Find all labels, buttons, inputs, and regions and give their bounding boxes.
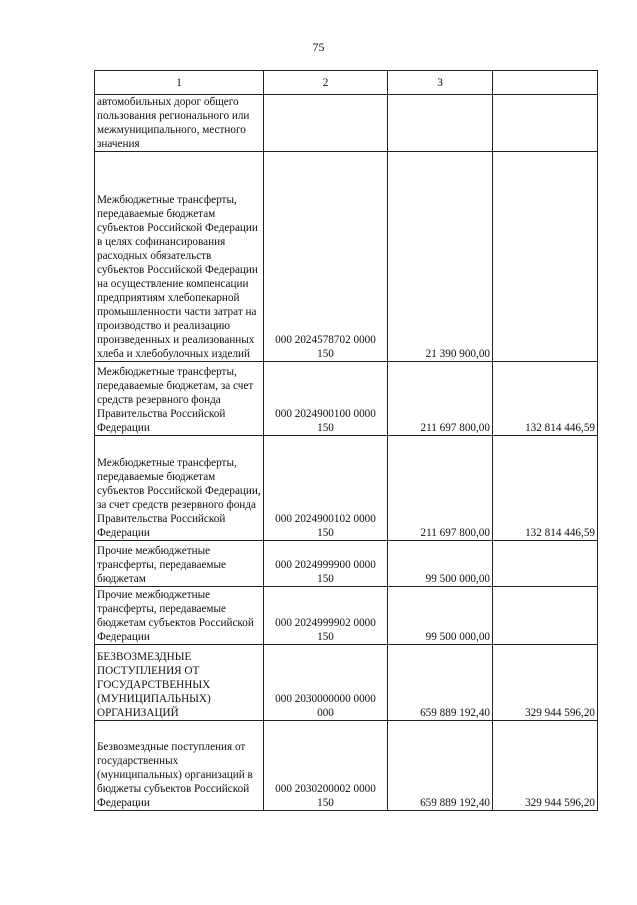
table-header-row: [95, 71, 598, 95]
row-code: 000 2024900102 0000 150: [264, 436, 388, 541]
row-code: 000 2024578702 0000 150: [264, 152, 388, 362]
row-name: Прочие межбюджетные трансферты, передаваемые бюджетам субъектов Российской Федерации: [95, 587, 264, 645]
row-name: Прочие межбюджетные трансферты, передаваемые бюджетам: [95, 541, 264, 587]
budget-table: [94, 70, 598, 811]
row-amount-col3: 99 500 000,00: [388, 587, 493, 645]
header-col-3: 3: [388, 71, 493, 95]
table-row: [95, 95, 598, 152]
table-row: [95, 721, 598, 811]
page-number: 75: [312, 40, 325, 54]
row-name: Межбюджетные трансферты, передаваемые бюджетам субъектов Российской Федерации, за счет средств резервного фонда Правительства Российской Федерации: [95, 436, 264, 541]
row-amount-col4: 132 814 446,59: [493, 436, 598, 541]
table-row: [95, 436, 598, 541]
row-code: 000 2024900100 0000 150: [264, 362, 388, 436]
header-col-1: 1: [95, 71, 264, 95]
row-amount-col4: [493, 541, 598, 587]
row-name: БЕЗВОЗМЕЗДНЫЕ ПОСТУПЛЕНИЯ ОТ ГОСУДАРСТВЕННЫХ (МУНИЦИПАЛЬНЫХ) ОРГАНИЗАЦИЙ: [95, 645, 264, 721]
row-amount-col3: [388, 95, 493, 152]
row-code: 000 2024999900 0000 150: [264, 541, 388, 587]
row-name: Межбюджетные трансферты, передаваемые бюджетам субъектов Российской Федерации в целях софинансирования расходных обязательств субъектов Российской Федерации на осуществление компенсации предприятиям хлебопекарной промышленности части затрат на производство и реализацию произведенных и реализованных хлеба и хлебобулочных изделий: [95, 152, 264, 362]
row-code: [264, 95, 388, 152]
row-name: Безвозмездные поступления от государственных (муниципальных) организаций в бюджеты субъектов Российской Федерации: [95, 721, 264, 811]
row-name: Межбюджетные трансферты, передаваемые бюджетам, за счет средств резервного фонда Правительства Российской Федерации: [95, 362, 264, 436]
header-col-4: [493, 71, 598, 95]
row-amount-col3: 211 697 800,00: [388, 362, 493, 436]
row-code: 000 2030200002 0000 150: [264, 721, 388, 811]
row-amount-col4: [493, 587, 598, 645]
row-amount-col3: 21 390 900,00: [388, 152, 493, 362]
row-name: автомобильных дорог общего пользования регионального или межмуниципального, местного значения: [95, 95, 264, 152]
table-row: [95, 152, 598, 362]
table-row: [95, 645, 598, 721]
row-amount-col4: [493, 152, 598, 362]
header-col-2: 2: [264, 71, 388, 95]
row-amount-col4: 132 814 446,59: [493, 362, 598, 436]
row-amount-col4: 329 944 596,20: [493, 645, 598, 721]
row-amount-col3: 659 889 192,40: [388, 645, 493, 721]
row-amount-col3: 99 500 000,00: [388, 541, 493, 587]
table-row: [95, 587, 598, 645]
row-code: 000 2030000000 0000 000: [264, 645, 388, 721]
row-code: 000 2024999902 0000 150: [264, 587, 388, 645]
row-amount-col3: 211 697 800,00: [388, 436, 493, 541]
table-row: [95, 541, 598, 587]
row-amount-col4: [493, 95, 598, 152]
row-amount-col4: 329 944 596,20: [493, 721, 598, 811]
row-amount-col3: 659 889 192,40: [388, 721, 493, 811]
table-row: [95, 362, 598, 436]
